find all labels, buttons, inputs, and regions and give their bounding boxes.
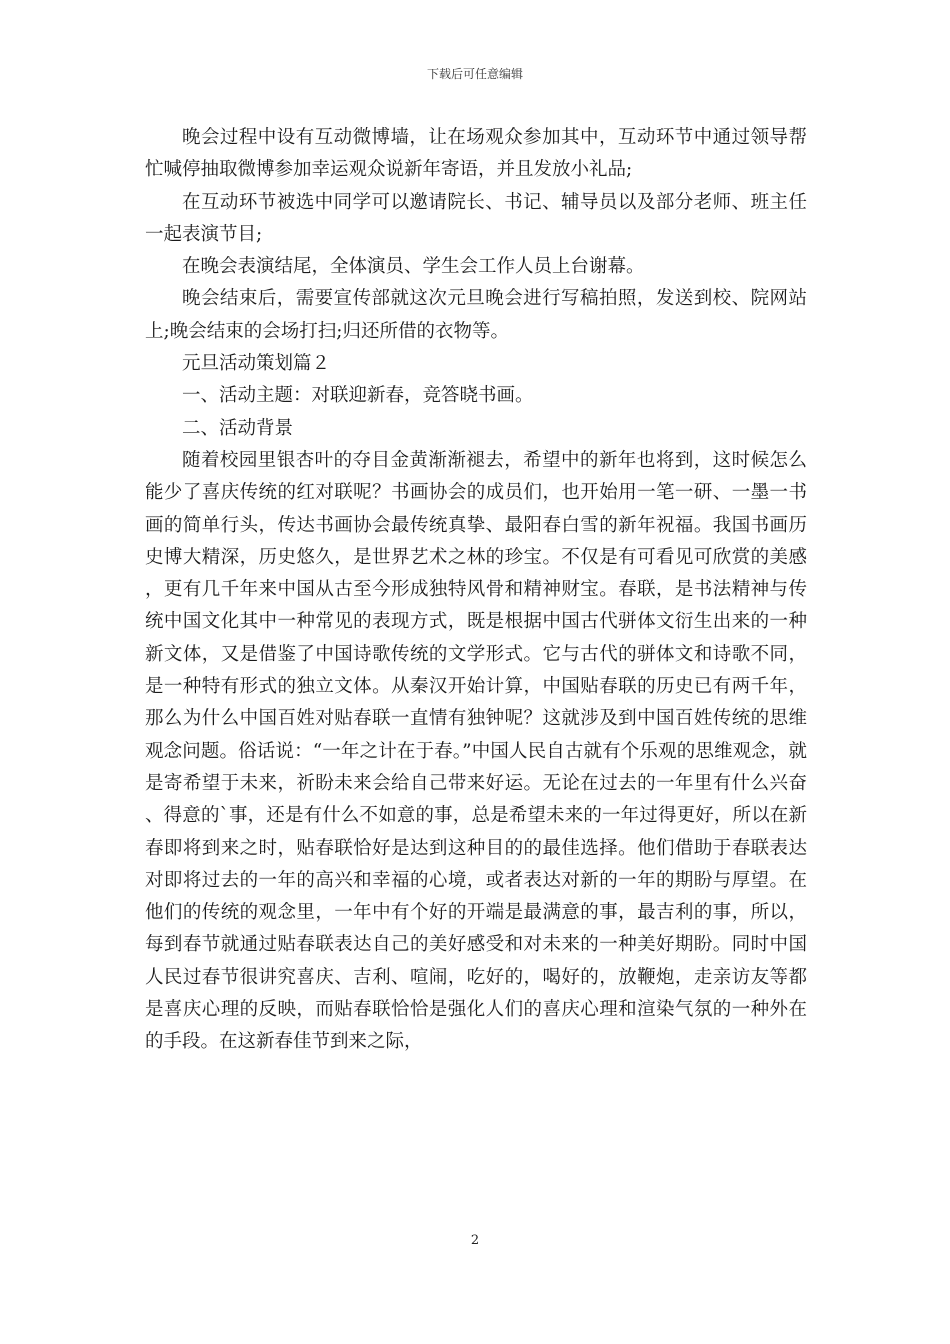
- paragraph-interactive-weibo-wall: 晚会过程中设有互动微博墙，让在场观众参加其中，互动环节中通过领导帮忙喊停抽取微博参加幸运观众说新年寄语，并且发放小礼品;: [145, 127, 807, 181]
- heading-activity-background: 二、活动背景: [182, 417, 294, 439]
- paragraph-curtain-call: 在晚会表演结尾，全体演员、学生会工作人员上台谢幕。: [182, 256, 645, 278]
- document-body: [145, 122, 807, 1059]
- section-title-plan-2: 元旦活动策划篇２: [182, 353, 331, 375]
- heading-activity-theme: 一、活动主题：对联迎新春，竞答晓书画。: [182, 385, 534, 407]
- paragraph-after-party: 晚会结束后，需要宣传部就这次元旦晚会进行写稿拍照，发送到校、院网站上;晚会结束的会场打扫;归还所借的衣物等。: [145, 288, 807, 342]
- paragraph-background-body: 随着校园里银杏叶的夺目金黄渐渐褪去，希望中的新年也将到，这时候怎么能少了喜庆传统的红对联呢？书画协会的成员们，也开始用一笔一研、一墨一书画的简单行头，传达书画协会最传统真挚、最阳春白雪的新年祝福。我国书画历史博大精深，历史悠久，是世界艺术之林的珍宝。不仅是有可看见可欣赏的美感，更有几千年来中国从古至今形成独特风骨和精神财宝。春联，是书法精神与传统中国文化其中一种常见的表现方式，既是根据中国古代骈体文衍生出来的一种新文体，又是借鉴了中国诗歌传统的文学形式。它与古代的骈体文和诗歌不同，是一种特有形式的独立文体。从秦汉开始计算，中国贴春联的历史已有两千年，那么为什么中国百姓对贴春联一直情有独钟呢？这就涉及到中国百姓传统的思维观念问题。俗话说：“一年之计在于春。”中国人民自古就有个乐观的思维观念，就是寄希望于未来，祈盼未来会给自己带来好运。无论在过去的一年里有什么兴奋、得意的`事，还是有什么不如意的事，总是希望未来的一年过得更好，所以在新春即将到来之时，贴春联恰好是达到这种目的的最佳选择。他们借助于春联表达对即将过去的一年的高兴和幸福的心境，或者表达对新的一年的期盼与厚望。在他们的传统的观念里，一年中有个好的开端是最满意的事，最吉利的事，所以，每到春节就通过贴春联表达自己的美好感受和对未来的一种美好期盼。同时中国人民过春节很讲究喜庆、吉利、喧闹，吃好的，喝好的，放鞭炮，走亲访友等都是喜庆心理的反映，而贴春联恰恰是强化人们的喜庆心理和渲染气氛的一种外在的手段。在这新春佳节到来之际，: [145, 449, 807, 1053]
- paragraph-invite-teachers: 在互动环节被选中同学可以邀请院长、书记、辅导员以及部分老师、班主任一起表演节目;: [145, 191, 807, 245]
- page-number: 2: [470, 1233, 480, 1248]
- page-header: 下载后可任意编辑: [426, 67, 523, 81]
